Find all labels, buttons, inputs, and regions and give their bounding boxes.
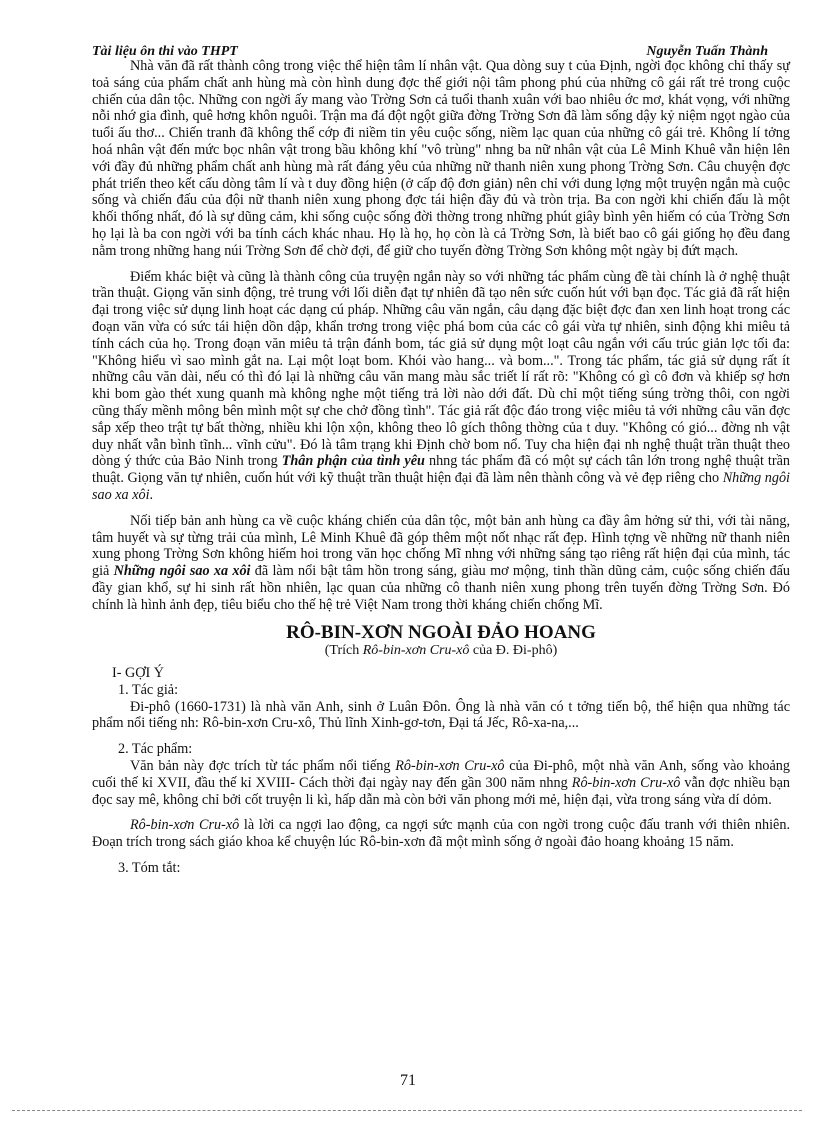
work-paragraph-1 — [92, 758, 790, 808]
item-tac-gia: 1. Tác giả: — [118, 681, 179, 698]
paragraph-1: Nhà văn đã rất thành công trong việc thể hiện tâm lí nhân vật. Qua dòng suy t của Định, ngời đọc không chỉ thấy sự toả sáng của phẩm chất anh hùng mà còn hình dung đợc thế giới nội tâm phong phú của những cô gái rất trẻ trong cuộc chiến của dân tộc. Những con ngời ấy mang vào Trờng Sơn cả tuổi thanh xuân với bao nhiêu ớc mơ, khát vọng, với những nỗi nhớ gia đình, quê hơng khôn nguôi. Trận ma đá đột ngột giữa đờng Trờng Sơn đã làm sống dậy kỷ niệm ngọt ngào của tuổi ấu thơ... Chiến tranh đã không thể cớp đi niềm tin yêu cuộc sống, niềm lạc quan của những cô gái trẻ. Không lí tởng hoá nhân vật đến mức bọc nhân vật trong bầu không khí "vô trùng" nhng ba nữ nhân vật của Lê Minh Khuê vẫn hiện lên với đầy đủ những phẩm chất anh hùng mà rất đáng yêu của những nữ thanh niên xung phong Trờng Sơn. Câu chuyện đợc phát triển theo kết cấu dòng tâm lí và t duy đồng hiện (ở cấp độ đơn giản) nên chỉ với dung lợng một truyện ngắn mà cuộc sống và chiến đấu của đội nữ thanh niên xung phong đợc tái hiện đầy đủ và tròn trịa. Ba con ngời khi chiến đấu là một khối thống nhất, đó là sự dũng cảm, khi sống cuộc sống đời thờng trong những phút giây bình yên hiếm có của Trờng Sơn họ lại là ba con ngời với ba tính cách khác nhau. Họ là họ, họ còn là cả Trờng Sơn, là biết bao cô gái giống họ đều đang nằm trong những hang núi Trờng Sơn để chờ đợi, để giữ cho tuyến đờng Trờng Sơn không một ngày bị đứt mạch. — [92, 58, 790, 259]
item-tac-pham: 2. Tác phẩm: — [118, 741, 193, 758]
paragraph-2-part-c: . — [149, 486, 154, 503]
page-number: 71 — [400, 1072, 416, 1089]
paragraph-2-part-a: Điểm khác biệt và cũng là thành công của truyện ngắn này so với những tác phẩm cùng đề tài chính là ở nghệ thuật trần thuật. Giọng văn sinh động, trẻ trung với lối diễn đạt tự nhiên đã tạo nên sức cuốn hút với bạn đọc. Tác giả đã rất hiện đại trong việc sử dụng linh hoạt các dạng cú pháp. Những câu văn ngắn, câu dạng đặc biệt đợc đan xen linh hoạt trong các đoạn văn vừa có sức tái hiện dồn dập, khẩn trơng trong việc phá bom của các cô gái vừa tự nhiên, sinh động khi miêu tả tính cách của họ. Trong đoạn văn miêu tả trận đánh bom, tác giả sử dụng một loạt câu ngắn với cấu trúc giản lợc tối đa: "Không hiểu vì sao mình gắt na. Lại một loạt bom. Khói vào hang... và bom...". Trong tác phẩm, tác giả sử dụng rất ít những câu văn dài, nếu có thì đó lại là những câu văn mang màu sắc triết lí rất rõ: "Không có gì cô đơn và khiếp sợ hơn khi bom gào thét xung quanh mà không nghe một tiếng trả lời nào dới đất. Dù chỉ một tiếng súng trờng thôi, con ngời cũng thấy mềnh mông bên mình một sự che chở đồng tình". Tác giả rất độc đáo trong việc miêu tả với những câu văn đợc sắp xếp theo trật tự bất thờng, nhiều khi lộn xộn, không theo lô gích thông thờng của t duy. "Không có gió... đờng nh vật duy nhất vẫn bình tĩnh... vĩnh cửu". Đó là tâm trạng khi Định chờ bom nổ. Tuy cha hiện đại nh nghệ thuật trần thuật theo dòng ý thức của Bảo Ninh trong — [92, 268, 790, 470]
subtitle-work-title: Rô-bin-xơn Cru-xô — [362, 642, 470, 658]
paragraph-3-part-b: đã làm nổi bật tâm hồn trong sáng, giàu mơ mộng, tinh thần dũng cảm, cuộc sống chiến đấu đầy gian khổ, sự hi sinh rất hồn nhiên, lạc quan của những cô thanh niên xung phong trên tuyến đờng Trờng Sơn. Đó chính là hình ảnh đẹp, tiêu biểu cho thế hệ trẻ Việt Nam trong thời kháng chiến chống Mĩ. — [92, 563, 790, 613]
subtitle-pre: (Trích — [324, 642, 363, 658]
item-tom-tat: 3. Tóm tắt: — [118, 860, 181, 877]
paragraph-2 — [92, 269, 790, 504]
work-paragraph-2 — [92, 817, 790, 851]
header-right-text: Nguyễn Tuấn Thành — [646, 44, 768, 59]
work1-part-a: Văn bản này đợc trích từ tác phẩm nổi tiếng — [130, 758, 396, 775]
book-title-than-phan: Thân phận của tình yêu — [281, 453, 425, 470]
section-title: RÔ-BIN-XƠN NGOÀI ĐẢO HOANG — [286, 621, 596, 643]
subtitle-post: của Đ. Đi-phô) — [469, 642, 558, 658]
paragraph-2-part-b: nhng tác phẩm đã có một sự cách tân lớn trong nghệ thuật trần thuật. Giọng văn tự nhiên, cuốn hút với kỹ thuật trần thuật hiện đại đã làm nên thành công và vẻ đẹp riêng cho — [92, 453, 790, 487]
section-subtitle — [92, 643, 790, 659]
heading-goi-y: I- GỢI Ý — [112, 664, 165, 681]
work2-part-b: là lời ca ngợi lao động, ca ngợi sức mạnh của con ngời trong cuộc đấu tranh với thiên nhiên. Đoạn trích trong sách giáo khoa kể chuyện lúc Rô-bin-xơn đã một mình sống ở ngoài đảo hoang khoảng 15 năm. — [92, 817, 790, 851]
paragraph-3-part-a: Nối tiếp bản anh hùng ca về cuộc kháng chiến của dân tộc, một bản anh hùng ca đầy âm hởng sử thi, với tài năng, tâm huyết và sự từng trải của mình, Lê Minh Khuê đã góp thêm một nốt nhạc rất đẹp. Hình tợng về những nữ thanh niên xung phong Trờng Sơn không hiếm hoi trong văn học chống Mĩ nhng với những sáng tạo riêng rất hiện đại của mình, tác giả — [92, 512, 790, 580]
book-title-nhung-ngoi-sao: Những ngôi sao xa xôi — [92, 470, 790, 503]
paragraph-3 — [92, 513, 790, 614]
work1-part-b: của Đi-phô, một nhà văn Anh, sống vào khoảng cuối thế kỉ XVII, đầu thế kỉ XVIII- Cách thời đại ngày nay đến gần 300 năm nhng — [92, 758, 790, 791]
document-body — [92, 58, 790, 877]
header-left-text: Tài liệu ôn thi vào THPT — [92, 44, 238, 59]
bottom-divider — [12, 1110, 802, 1111]
work1-title-2: Rô-bin-xơn Cru-xô — [571, 774, 681, 791]
work2-title: Rô-bin-xơn Cru-xô — [130, 817, 240, 834]
author-paragraph: Đi-phô (1660-1731) là nhà văn Anh, sinh ở Luân Đôn. Ông là nhà văn có t tởng tiến bộ, thể hiện qua những tác phẩm nổi tiếng nh: Rô-bin-xơn Cru-xô, Thủ lĩnh Xinh-gơ-tơn, Đại tá Jếc, Rô-xa-na,... — [92, 698, 790, 732]
book-title-nhung-ngoi-sao-2: Những ngôi sao xa xôi — [113, 563, 251, 580]
work1-title-1: Rô-bin-xơn Cru-xô — [395, 758, 505, 775]
work1-part-c: vẫn đợc nhiều bạn đọc say mê, không chỉ bởi cốt truyện li kì, hấp dẫn mà còn bởi văn phong mới mẻ, hiện đại, vừa trong sáng vừa dí dỏm. — [92, 774, 790, 808]
